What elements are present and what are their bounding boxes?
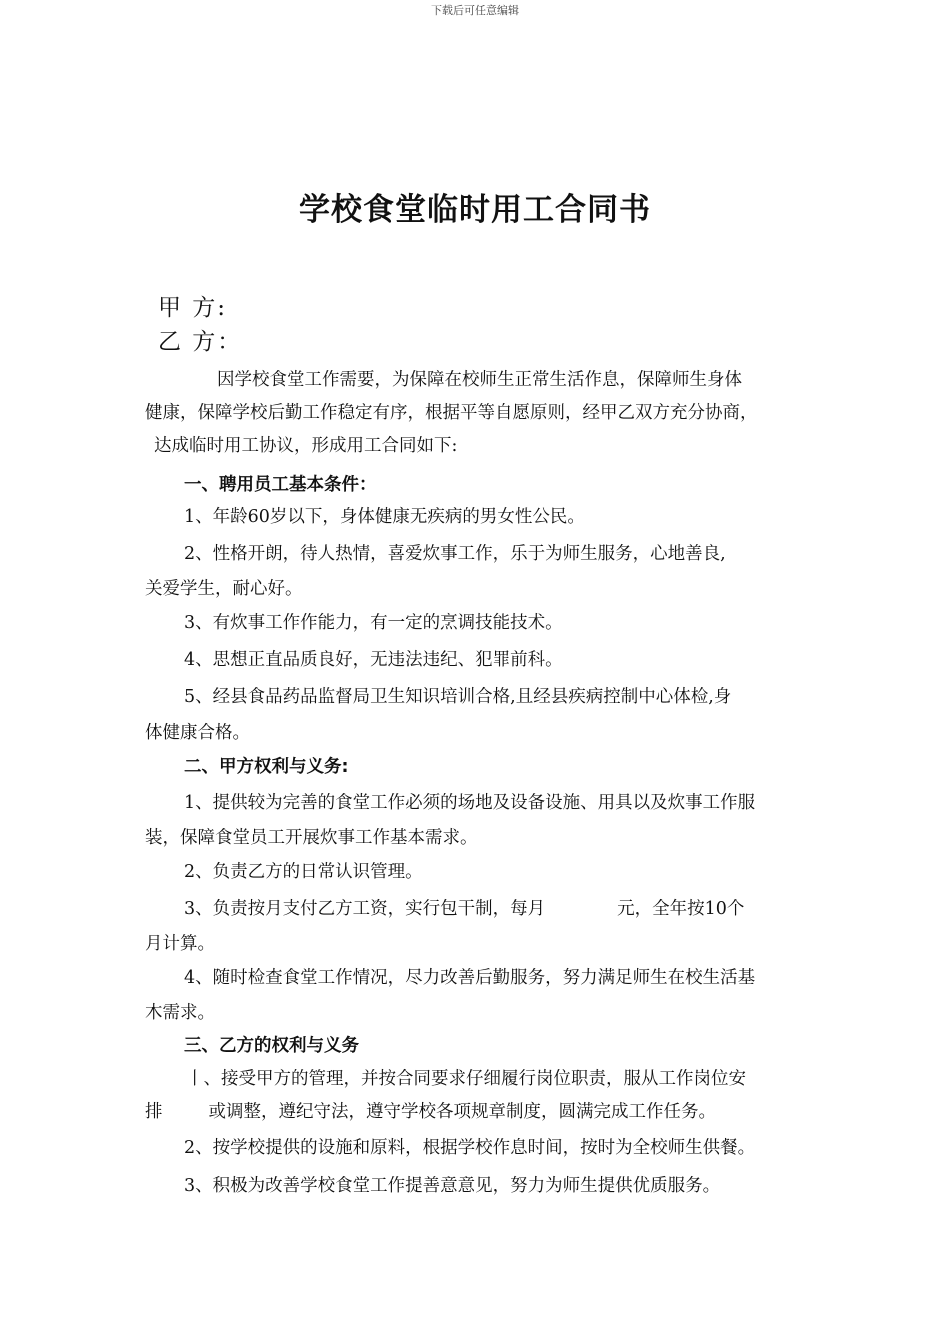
sec2-item-3-part-2: 元，全年按10个 <box>617 899 745 919</box>
section-2-heading: 二、甲方权利与义务: <box>184 757 349 777</box>
sec2-item-3 <box>184 901 744 919</box>
sec2-item-4-cont: 木需求。 <box>145 1003 215 1023</box>
document-title: 学校食堂临时用工合同书 <box>299 192 651 228</box>
sec1-item-5-cont: 体健康合格。 <box>145 723 250 743</box>
sec2-item-3-part-1: 3、负责按月支付乙方工资，实行包干制，每月 <box>184 899 546 919</box>
sec1-item-2: 2、性格开朗，待人热情，喜爱炊事工作，乐于为师生服务，心地善良, <box>184 544 726 564</box>
sec3-item-1: 丨、接受甲方的管理，并按合同要求仔细履行岗位职责，服从工作岗位安 <box>186 1069 746 1089</box>
sec3-item-1-cont <box>145 1104 716 1122</box>
sec3-item-3: 3、积极为改善学校食堂工作提善意意见，努力为师生提供优质服务。 <box>184 1176 721 1196</box>
party-b-label: 乙 方： <box>158 329 243 355</box>
sec1-item-2-cont: 关爱学生，耐心好。 <box>145 579 303 599</box>
intro-line-3: 达成临时用工协议，形成用工合同如下: <box>154 436 458 456</box>
sec2-item-1: 1、提供较为完善的食堂工作必须的场地及设备设施、用具以及炊事工作服 <box>184 793 756 813</box>
sec3-item-2: 2、按学校提供的设施和原料，根据学校作息时间，按时为全校师生供餐。 <box>184 1138 756 1158</box>
sec3-item-1-cont-part-1: 排 <box>145 1102 163 1122</box>
sec1-item-3: 3、有炊事工作作能力，有一定的烹调技能技术。 <box>184 613 563 633</box>
header-note: 下载后可任意编辑 <box>431 4 519 17</box>
sec2-item-1-cont: 装，保障食堂员工开展炊事工作基本需求。 <box>145 828 478 848</box>
sec3-item-1-cont-part-2: 或调整，遵纪守法，遵守学校各项规章制度，圆满完成工作任务。 <box>208 1102 716 1122</box>
sec2-item-4: 4、随时检查食堂工作情况，尽力改善后勤服务，努力满足师生在校生活基 <box>184 968 756 988</box>
intro-line-2: 健康，保障学校后勤工作稳定有序，根据平等自愿原则，经甲乙双方充分协商， <box>145 403 758 423</box>
sec2-item-2: 2、负责乙方的日常认识管理。 <box>184 862 423 882</box>
sec1-item-5: 5、经县食品药品监督局卫生知识培训合格,且经县疾病控制中心体检,身 <box>184 687 732 707</box>
sec1-item-4: 4、思想正直品质良好，无违法违纪、犯罪前科。 <box>184 650 563 670</box>
intro-line-1: 因学校食堂工作需要，为保障在校师生正常生活作息，保障师生身体 <box>217 370 742 390</box>
sec1-item-1: 1、年龄60岁以下，身体健康无疾病的男女性公民。 <box>184 507 585 527</box>
section-1-heading: 一、聘用员工基本条件： <box>184 475 377 495</box>
section-3-heading: 三、乙方的权利与义务 <box>184 1036 359 1056</box>
sec2-item-3-cont: 月计算。 <box>145 934 215 954</box>
party-a-label: 甲 方: <box>158 295 228 321</box>
